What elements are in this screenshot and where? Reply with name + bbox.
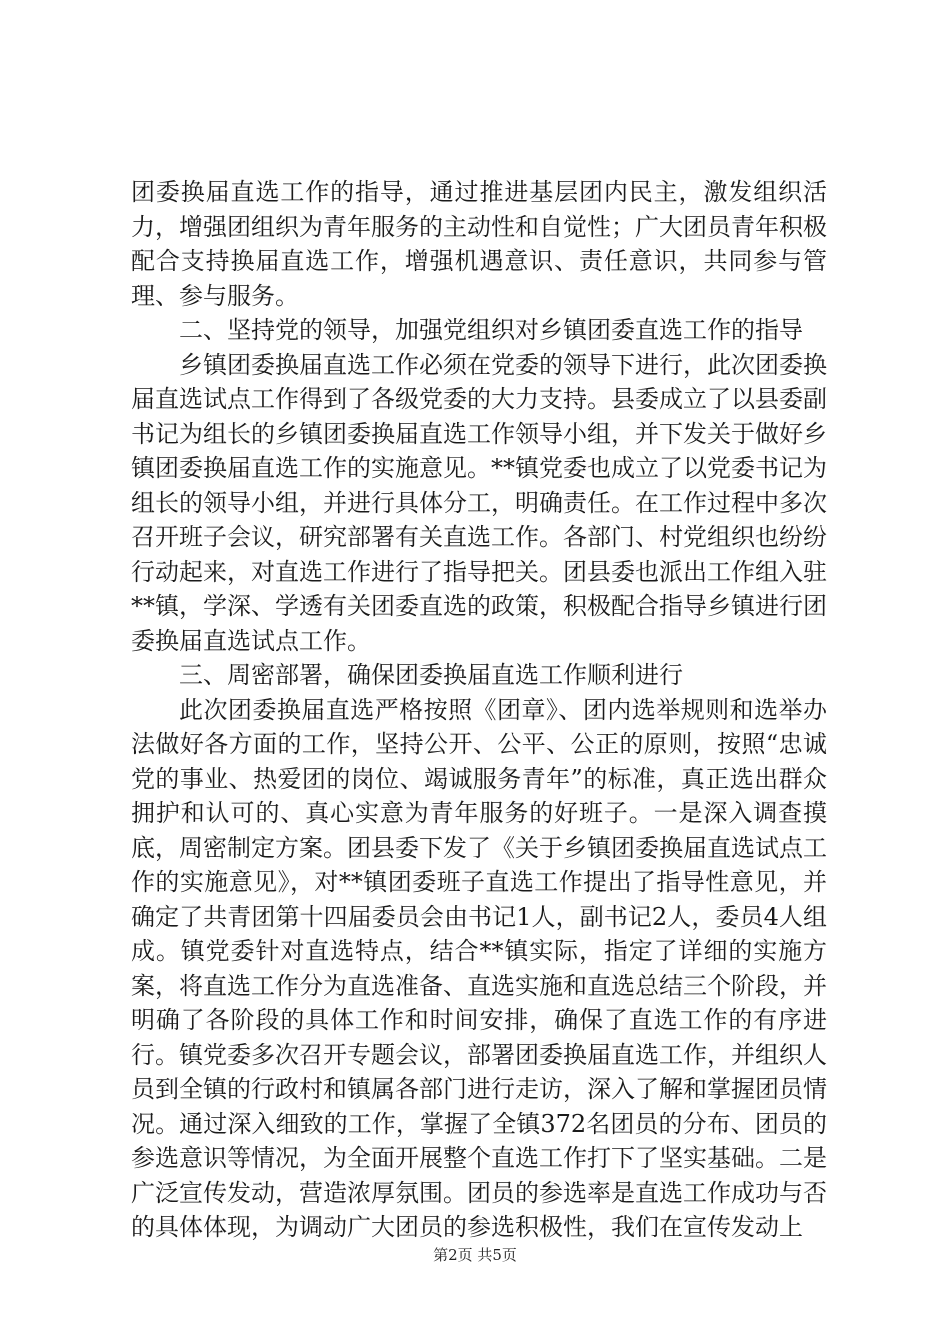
page-footer: 第2页 共5页 — [433, 1246, 517, 1264]
section-heading-2: 二、坚持党的领导，加强党组织对乡镇团委直选工作的指导 — [179, 316, 803, 344]
section-heading-3: 三、周密部署，确保团委换届直选工作顺利进行 — [179, 661, 683, 689]
paragraph-deployment: 此次团委换届直选严格按照《团章》、团内选举规则和选举办法做好各方面的工作，坚持公开、公平、公正的原则，按照“忠诚党的事业、热爱团的岗位、竭诚服务青年”的标准，真正选出群众拥护和认可的、真心实意为青年服务的好班子。一是深入调查摸底，周密制定方案。团县委下发了《关于乡镇团委换届直选试点工作的实施意见》，对**镇团委班子直选工作提出了指导性意见，并确定了共青团第十四届委员会由书记1人，副书记2人，委员4人组成。镇党委针对直选特点，结合**镇实际，指定了详细的实施方案，将直选工作分为直选准备、直选实施和直选总结三个阶段，并明确了各阶段的具体工作和时间安排，确保了直选工作的有序进行。镇党委多次召开专题会议，部署团委换届直选工作，并组织人员到全镇的行政村和镇属各部门进行走访，深入了解和掌握团员情况。通过深入细致的工作，掌握了全镇372名团员的分布、团员的参选意识等情况，为全面开展整个直选工作打下了坚实基础。二是广泛宣传发动，营造浓厚氛围。团员的参选率是直选工作成功与否的具体体现，为调动广大团员的参选积极性，我们在宣传发动上 — [131, 695, 827, 1241]
document-body — [131, 175, 827, 1245]
paragraph-party-leadership: 乡镇团委换届直选工作必须在党委的领导下进行，此次团委换届直选试点工作得到了各级党委的大力支持。县委成立了以县委副书记为组长的乡镇团委换届直选工作领导小组，并下发关于做好乡镇团委换届直选工作的实施意见。**镇党委也成立了以党委书记为组长的领导小组，并进行具体分工，明确责任。在工作过程中多次召开班子会议，研究部署有关直选工作。各部门、村党组织也纷纷行动起来，对直选工作进行了指导把关。团县委也派出工作组入驻**镇，学深、学透有关团委直选的政策，积极配合指导乡镇进行团委换届直选试点工作。 — [131, 350, 827, 655]
paragraph-continuation: 团委换届直选工作的指导，通过推进基层团内民主，激发组织活力，增强团组织为青年服务的主动性和自觉性；广大团员青年积极配合支持换届直选工作，增强机遇意识、责任意识，共同参与管理、参与服务。 — [131, 178, 827, 310]
